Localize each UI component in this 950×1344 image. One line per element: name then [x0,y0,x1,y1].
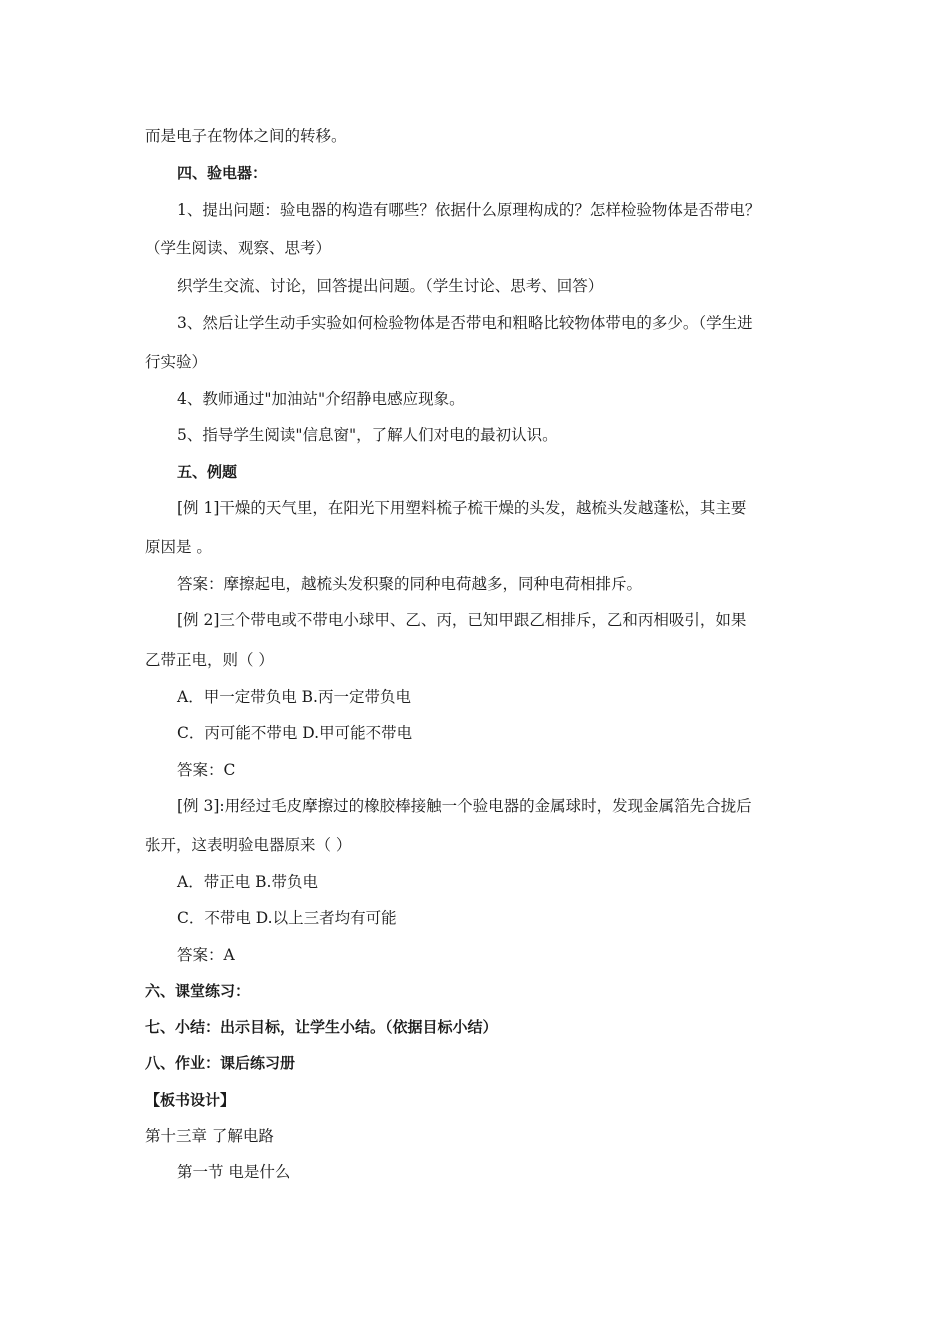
example-2-option: C．丙可能不带电 D.甲可能不带电 [177,724,413,742]
paragraph-line: 原因是 。 [145,538,212,556]
example-3-answer: 答案：A [177,946,235,964]
paragraph-line: 张开，这表明验电器原来（ ） [145,836,352,854]
chapter-title: 第十三章 了解电路 [145,1127,274,1145]
section-heading-5: 五、例题 [177,463,238,481]
example-2-question: [例 2]三个带电或不带电小球甲、乙、丙，已知甲跟乙相排斥，乙和丙相吸引，如果 [177,611,747,629]
paragraph-line: 5、指导学生阅读"信息窗"，了解人们对电的最初认识。 [177,426,558,444]
paragraph-line: 4、教师通过"加油站"介绍静电感应现象。 [177,390,465,408]
paragraph-line: 1、提出问题：验电器的构造有哪些？依据什么原理构成的？怎样检验物体是否带电？ [177,201,761,219]
section-heading-7: 七、小结：出示目标，让学生小结。（依据目标小结） [145,1018,498,1036]
example-1-answer: 答案：摩擦起电，越梳头发积聚的同种电荷越多，同种电荷相排斥。 [177,575,643,593]
example-2-option: A．甲一定带负电 B.丙一定带负电 [177,688,411,706]
example-3-option: C．不带电 D.以上三者均有可能 [177,909,397,927]
paragraph-line: 织学生交流、讨论，回答提出问题。（学生讨论、思考、回答） [177,277,604,295]
paragraph-line: 3、然后让学生动手实验如何检验物体是否带电和粗略比较物体带电的多少。（学生进 [177,314,753,332]
paragraph-line: 行实验） [145,353,208,371]
example-2-answer: 答案：C [177,761,236,779]
example-3-option: A．带正电 B.带负电 [177,873,318,891]
paragraph-line: （学生阅读、观察、思考） [145,239,332,257]
paragraph-line: 而是电子在物体之间的转移。 [145,127,347,145]
section-heading-8: 八、作业：课后练习册 [145,1054,296,1072]
section-title: 第一节 电是什么 [177,1163,291,1181]
example-1-question: [例 1]干燥的天气里，在阳光下用塑料梳子梳干燥的头发，越梳头发越蓬松，其主要 [177,499,747,517]
paragraph-line: 乙带正电，则（ ） [145,651,274,669]
section-heading-6: 六、课堂练习： [145,982,251,1000]
board-design-heading: 【板书设计】 [145,1091,236,1109]
section-heading-4: 四、验电器： [177,164,268,182]
example-3-question: [例 3]:用经过毛皮摩擦过的橡胶棒接触一个验电器的金属球时，发现金属箔先合拢后 [177,797,752,815]
